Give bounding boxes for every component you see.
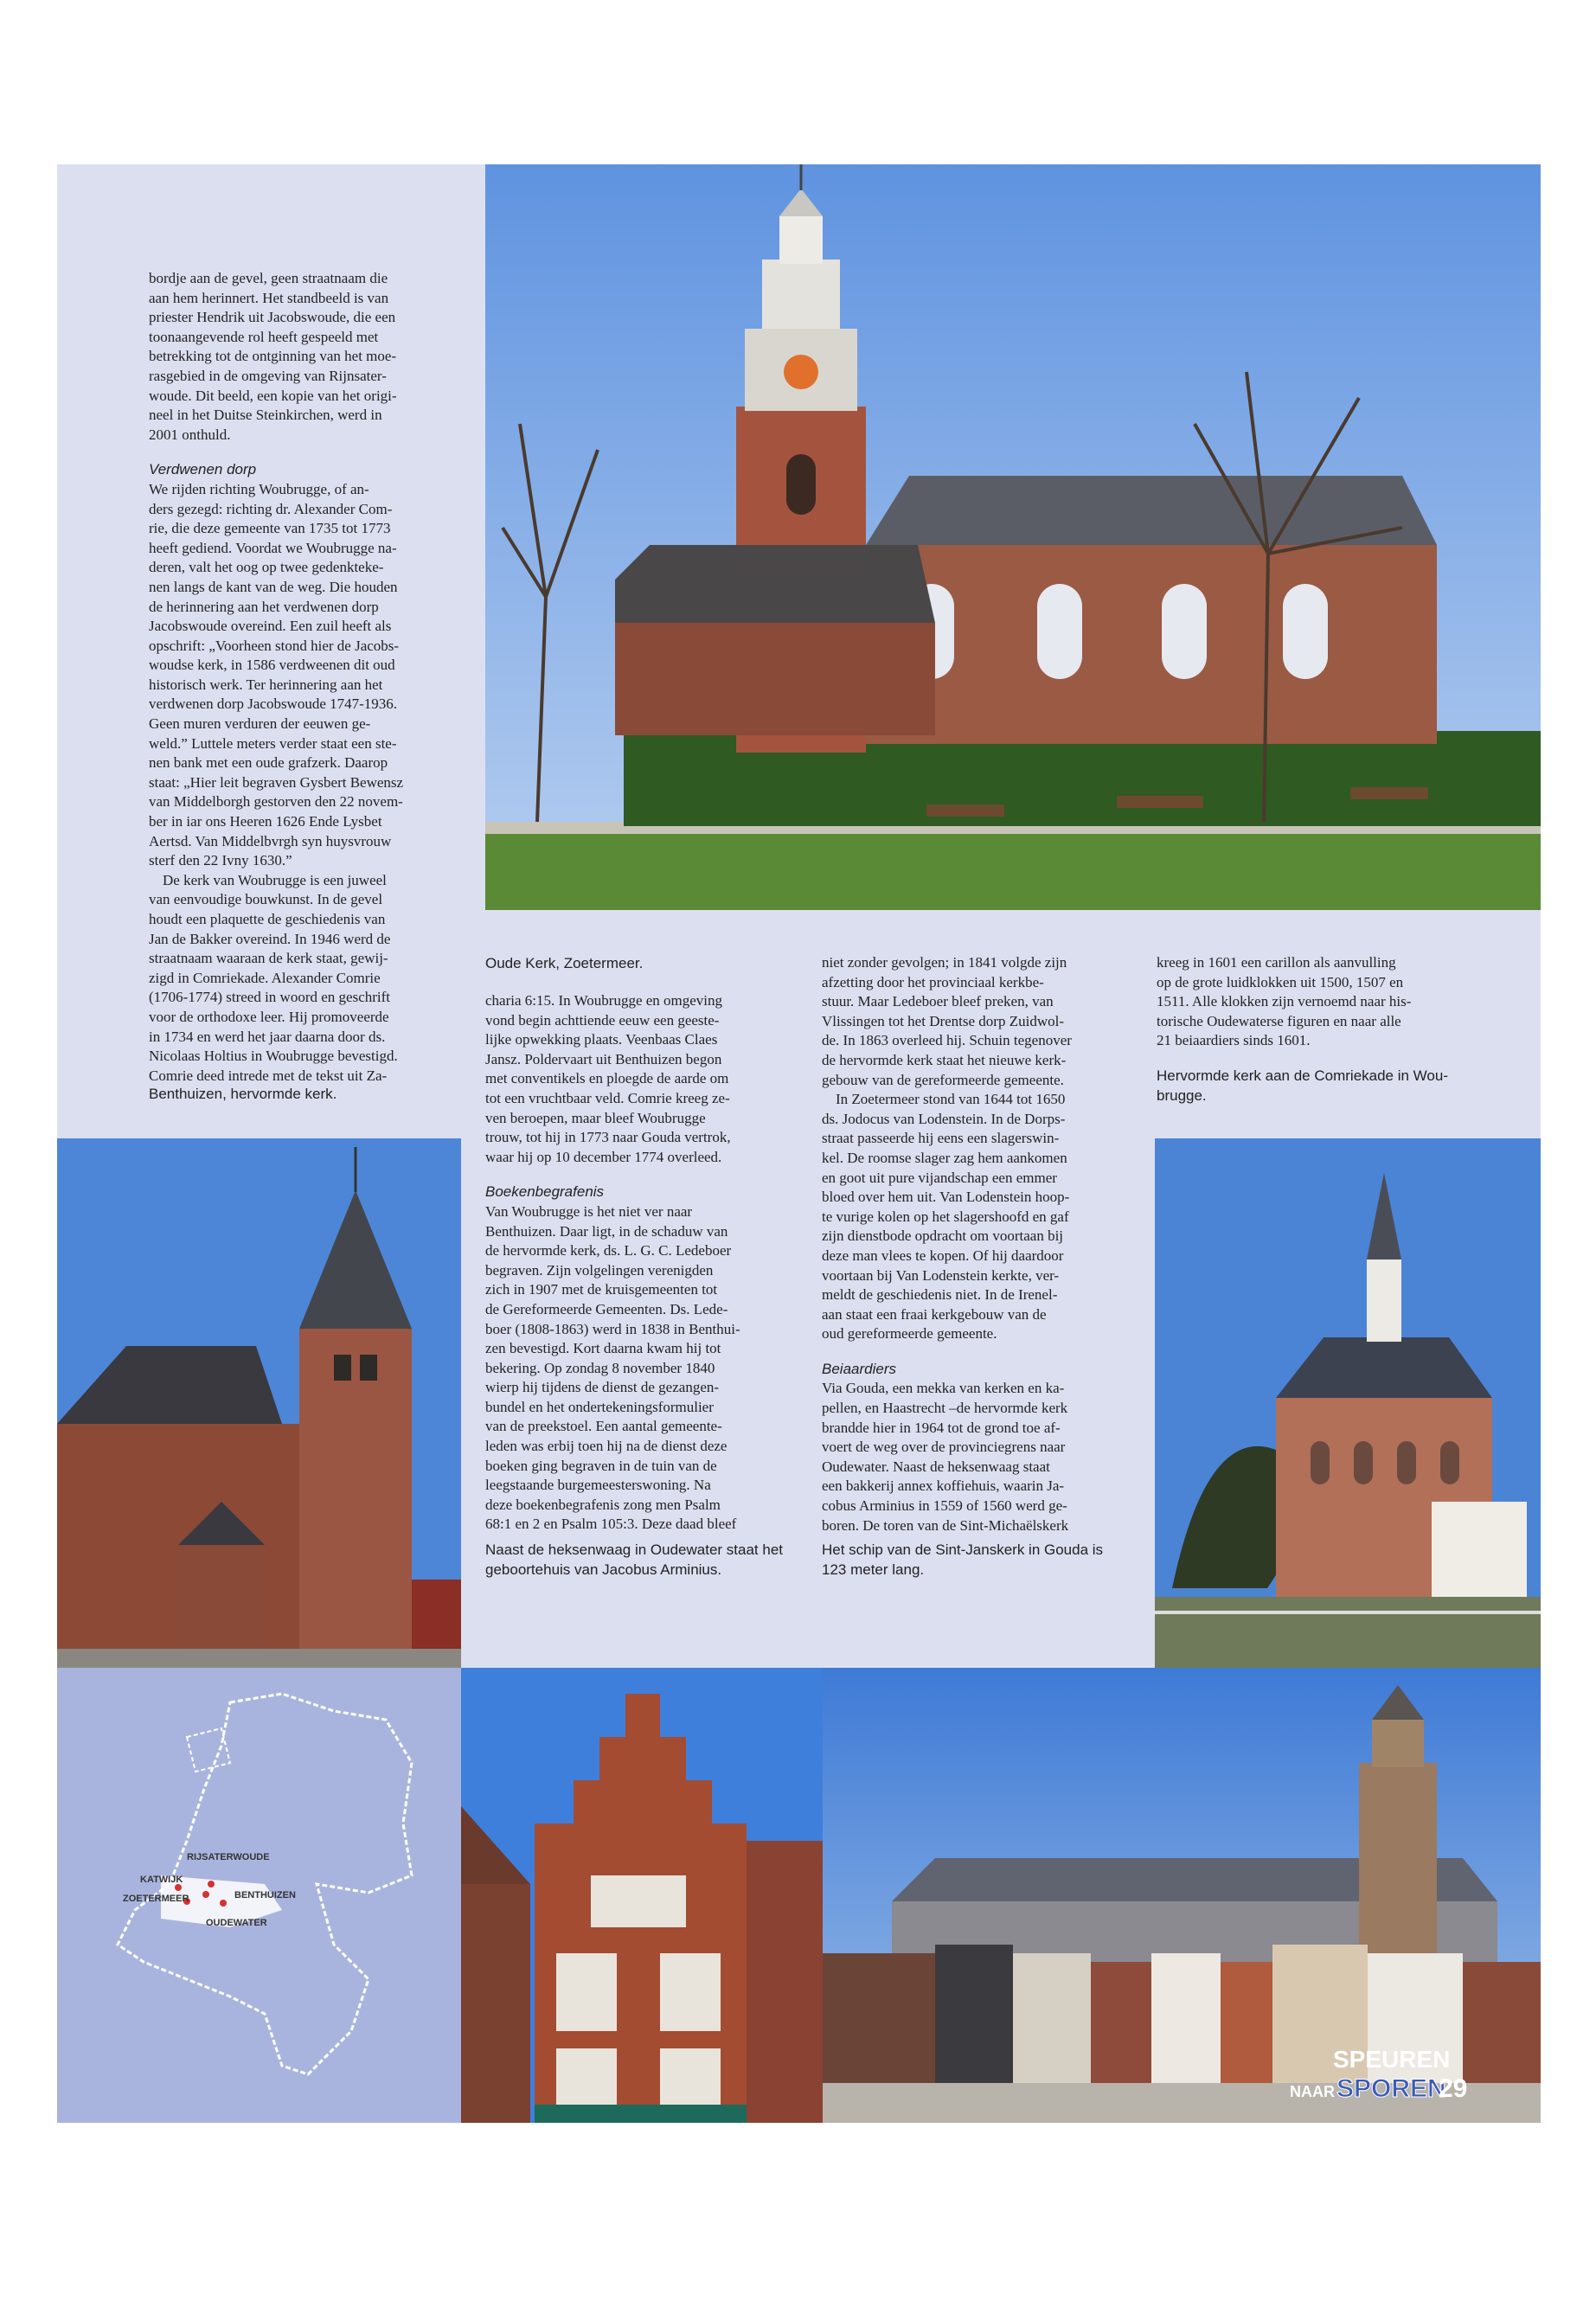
text-line: en goot uit pure vijandschap een emmer — [822, 1169, 1057, 1186]
column-4-text — [1157, 953, 1485, 1051]
text-line: verdwenen dorp Jacobswoude 1747-1936. — [149, 695, 398, 713]
text-line: rie, die deze gemeente van 1735 tot 1773 — [149, 520, 391, 537]
text-line: staat: „Hier leit begraven Gysbert Bewensz — [149, 773, 404, 791]
text-line: (1706-1774) streed in woord en geschrift — [149, 989, 391, 1006]
text-line: boren. De toren van de Sint-Michaëlskerk — [822, 1516, 1069, 1534]
text-line: nen bank met een oude grafzerk. Daarop — [149, 754, 388, 772]
photo-sint-janskerk-gouda — [823, 1668, 1541, 2123]
text-line: boer (1808-1863) werd in 1838 in Benthui- — [485, 1320, 740, 1337]
text-line: heeft gediend. Voordat we Woubrugge na- — [149, 539, 397, 556]
text-line: in 1734 en werd het jaar daarna door ds. — [149, 1028, 386, 1045]
caption-line: Naast de heksenwaag in Oudewater staat het — [485, 1541, 783, 1558]
text-line: pellen, en Haastrecht –de hervormde kerk — [822, 1400, 1068, 1417]
map-label-rijsaterwoude: RIJSATERWOUDE — [187, 1852, 270, 1862]
text-line: Vlissingen tot het Drentse dorp Zuidwol- — [822, 1012, 1064, 1029]
text-line: oud gereformeerde gemeente. — [822, 1325, 997, 1343]
text-line: historisch werk. Ter herinnering aan het — [149, 676, 383, 693]
caption-line: 123 meter lang. — [822, 1561, 925, 1578]
text-line: de. In 1863 overleed hij. Schuin tegenover — [822, 1032, 1072, 1049]
text-line: 1511. Alle klokken zijn vernoemd naar his- — [1157, 993, 1412, 1010]
text-line: de hervormde kerk staat het nieuwe kerk- — [822, 1051, 1067, 1068]
text-line: Via Gouda, een mekka van kerken en ka- — [822, 1380, 1065, 1397]
text-line: Oudewater. Naast de heksenwaag staat — [822, 1458, 1050, 1475]
heading-beiaardiers: Beiaardiers — [822, 1360, 896, 1377]
text-line: deze boekenbegrafenis zong men Psalm — [485, 1496, 721, 1513]
text-line: weld.” Luttele meters verder staat een ste- — [149, 734, 397, 752]
caption-benthuizen: Benthuizen, hervormde kerk. — [149, 1086, 337, 1102]
caption-line: Het schip van de Sint-Janskerk in Gouda is — [822, 1541, 1104, 1558]
text-line: Jacobswoude overeind. Een zuil heeft als — [149, 618, 392, 635]
text-line: Van Woubrugge is het niet ver naar — [485, 1202, 693, 1220]
text-line: gebouw van de gereformeerde gemeente. — [822, 1071, 1064, 1088]
caption-line: brugge. — [1157, 1087, 1207, 1104]
text-line: deze man vlees te kopen. Of hij daardoor — [822, 1247, 1064, 1264]
text-line: Benthuizen. Daar ligt, in de schaduw van — [485, 1222, 728, 1240]
heading-boekenbegrafenis: Boekenbegrafenis — [485, 1183, 605, 1201]
text-line: begraven. Zijn volgelingen verenigden — [485, 1261, 714, 1279]
column-1-text — [149, 269, 478, 1086]
text-line: Jan de Bakker overeind. In 1946 werd de — [149, 930, 391, 947]
caption-line: Hervormde kerk aan de Comriekade in Wou- — [1157, 1067, 1448, 1084]
text-line: wierp hij tijdens de dienst de gezangen- — [485, 1379, 720, 1396]
text-line: woudse kerk, in 1586 verdweenen dit oud — [149, 657, 395, 674]
text-line: ds. Jodocus van Lodenstein. In de Dorps- — [822, 1110, 1066, 1127]
text-line: kreeg in 1601 een carillon als aanvulling — [1157, 954, 1396, 971]
text-line: aan hem herinnert. Het standbeeld is van — [149, 289, 389, 306]
text-line: bundel en het ondertekeningsformulier — [485, 1398, 714, 1415]
map-label-oudewater: OUDEWATER — [206, 1918, 267, 1928]
text-line: sterf den 22 Ivny 1630.” — [149, 852, 292, 869]
text-line: zijn dienstbode opdracht om voortaan bij — [822, 1227, 1064, 1245]
text-line: rasgebied in de omgeving van Rijnsater- — [149, 367, 387, 384]
text-line: boeken ging begraven in de tuin van de — [485, 1457, 717, 1474]
text-line: Jansz. Poldervaart uit Benthuizen begon — [485, 1050, 722, 1067]
text-line: 21 beiaardiers sinds 1601. — [1157, 1032, 1311, 1049]
text-line: Comrie deed intrede met de tekst uit Za- — [149, 1067, 388, 1084]
text-line: van de preekstoel. Een aantal gemeente- — [485, 1418, 722, 1435]
col2-para1 — [485, 991, 805, 1167]
column-3-text — [822, 953, 1142, 1535]
text-line: de hervormde kerk, ds. L. G. C. Ledeboer — [485, 1242, 732, 1259]
text-line: kel. De roomse slager zag hem aankomen — [822, 1149, 1067, 1166]
text-line: torische Oudewaterse figuren en naar alle — [1157, 1012, 1401, 1029]
caption-heksenwaag-oudewater — [485, 1540, 814, 1580]
caption-woubrugge — [1157, 1066, 1485, 1106]
text-line: zen bevestigd. Kort daarna kwam hij tot — [485, 1340, 721, 1357]
text-line: ber in iar ons Heeren 1626 Ende Lysbet — [149, 813, 382, 830]
text-line: straatnaam waaraan de kerk staat, gewij- — [149, 950, 388, 967]
column-2-text — [485, 991, 805, 1535]
text-line: vond begin achttiende eeuw een geeste- — [485, 1011, 720, 1029]
map-netherlands — [57, 1668, 461, 2123]
brand-sporen: SPOREN — [1336, 2074, 1446, 2103]
caption-oude-kerk-zoetermeer: Oude Kerk, Zoetermeer. — [485, 955, 644, 971]
text-line: brandde hier in 1964 tot de grond toe af- — [822, 1419, 1061, 1436]
text-line: In Zoetermeer stond van 1644 tot 1650 — [836, 1091, 1066, 1108]
text-line: met conventikels en ploegde de aarde om — [485, 1070, 729, 1087]
text-line: van eenvoudige bouwkunst. In de gevel — [149, 891, 383, 908]
text-line: priester Hendrik uit Jacobswoude, die een — [149, 309, 396, 326]
text-line: op de grote luidklokken uit 1500, 1507 en — [1157, 973, 1404, 990]
caption-sint-janskerk — [822, 1540, 1151, 1580]
text-line: We rijden richting Woubrugge, of an- — [149, 480, 369, 497]
text-line: charia 6:15. In Woubrugge en omgeving — [485, 992, 723, 1009]
text-line: opschrift: „Voorheen stond hier de Jacobs- — [149, 637, 400, 654]
col1-para1 — [149, 480, 478, 871]
photo-geboortehuis-arminius — [461, 1668, 823, 2123]
map-label-zoetermeer: ZOETERMEER — [123, 1894, 189, 1904]
photo-woubrugge-kerk — [1155, 1138, 1541, 1668]
text-line: neel in het Duitse Steinkirchen, werd in — [149, 407, 382, 424]
text-line: van Middelborgh gestorven den 22 novem- — [149, 793, 403, 811]
text-line: leden was erbij toen hij na de dienst deze — [485, 1438, 727, 1455]
text-line: bloed over hem uit. Van Lodenstein hoop- — [822, 1189, 1070, 1206]
text-line: afzetting door het provinciaal kerkbe- — [822, 973, 1044, 990]
text-line: deren, valt het oog op twee gedenkteke- — [149, 559, 384, 576]
photo-benthuizen-kerk — [57, 1138, 461, 1668]
col3-para1 — [822, 953, 1142, 1090]
col3-para2 — [822, 1090, 1142, 1344]
col2-para2 — [485, 1202, 805, 1535]
text-line: voortaan bij Van Lodenstein kerkte, ver- — [822, 1266, 1060, 1284]
text-line: te vurige kolen op het slagershoofd en gaf — [822, 1208, 1069, 1225]
text-line: zich in 1907 met de kruisgemeenten tot — [485, 1281, 718, 1298]
text-line: Nicolaas Holtius in Woubrugge bevestigd. — [149, 1048, 398, 1065]
text-line: trouw, tot hij in 1773 naar Gouda vertrok, — [485, 1129, 731, 1146]
brand-naar: NAAR — [1290, 2083, 1335, 2100]
text-line: houdt een plaquette de geschiedenis van — [149, 911, 386, 927]
text-line: de herinnering aan het verdwenen dorp — [149, 598, 379, 615]
text-line: zigd in Comriekade. Alexander Comrie — [149, 969, 381, 986]
text-line: lijke opwekking plaats. Veenbaas Claes — [485, 1031, 718, 1048]
text-line: niet zonder gevolgen; in 1841 volgde zijn — [822, 954, 1067, 971]
text-line: nen langs de kant van de weg. Die houden — [149, 578, 398, 595]
photo-oude-kerk-zoetermeer — [485, 164, 1541, 910]
text-line: bordje aan de gevel, geen straatnaam die — [149, 270, 388, 286]
text-line: cobus Arminius in 1559 of 1560 werd ge- — [822, 1497, 1067, 1515]
text-line: stuur. Maar Ledeboer bleef preken, van — [822, 993, 1054, 1010]
map-label-benthuizen: BENTHUIZEN — [234, 1890, 296, 1900]
text-line: Aertsd. Van Middelbvrgh syn huysvrouw — [149, 832, 392, 849]
map-label-katwijk: KATWIJK — [140, 1875, 183, 1885]
text-line: voor de orthodoxe leer. Hij promoveerde — [149, 1008, 389, 1025]
col1-intro — [149, 269, 478, 445]
text-line: woude. Dit beeld, een kopie van het origi- — [149, 387, 397, 404]
heading-verdwenen-dorp: Verdwenen dorp — [149, 461, 257, 478]
text-line: ders gezegd: richting dr. Alexander Com- — [149, 500, 393, 517]
text-line: de Gereformeerde Gemeenten. Ds. Lede- — [485, 1300, 728, 1317]
col3-para3 — [822, 1379, 1142, 1535]
text-line: De kerk van Woubrugge is een juweel — [163, 871, 387, 888]
text-line: 68:1 en 2 en Psalm 105:3. Deze daad bleef — [485, 1516, 737, 1533]
text-line: toonaangevende rol heeft gespeeld met — [149, 328, 379, 345]
text-line: meldt de geschiedenis niet. In de Irenel- — [822, 1286, 1058, 1304]
text-line: bekering. Op zondag 8 november 1840 — [485, 1359, 715, 1376]
page-number: 29 — [1439, 2074, 1468, 2103]
col1-para2 — [149, 871, 478, 1086]
text-line: een bakkerij annex koffiehuis, waarin Ja- — [822, 1477, 1065, 1495]
text-line: tot een vruchtbaar veld. Comrie kreeg ze- — [485, 1089, 730, 1106]
text-line: straat passeerde hij eens een slagerswin- — [822, 1130, 1060, 1147]
text-line: aan staat een fraai kerkgebouw van de — [822, 1305, 1047, 1323]
text-line: 2001 onthuld. — [149, 426, 231, 443]
caption-line: geboortehuis van Jacobus Arminius. — [485, 1561, 722, 1578]
brand-speuren: SPEUREN — [1333, 2046, 1451, 2073]
text-line: Geen muren verduren der eeuwen ge- — [149, 715, 371, 733]
text-line: waar hij op 10 december 1774 overleed. — [485, 1148, 722, 1165]
text-line: betrekking tot de ontginning van het moe- — [149, 348, 397, 365]
text-line: voert de weg over de provinciegrens naar — [822, 1439, 1066, 1456]
text-line: leegstaande burgemeesterswoning. Na — [485, 1477, 711, 1494]
text-line: ven beroepen, maar bleef Woubrugge — [485, 1109, 706, 1126]
